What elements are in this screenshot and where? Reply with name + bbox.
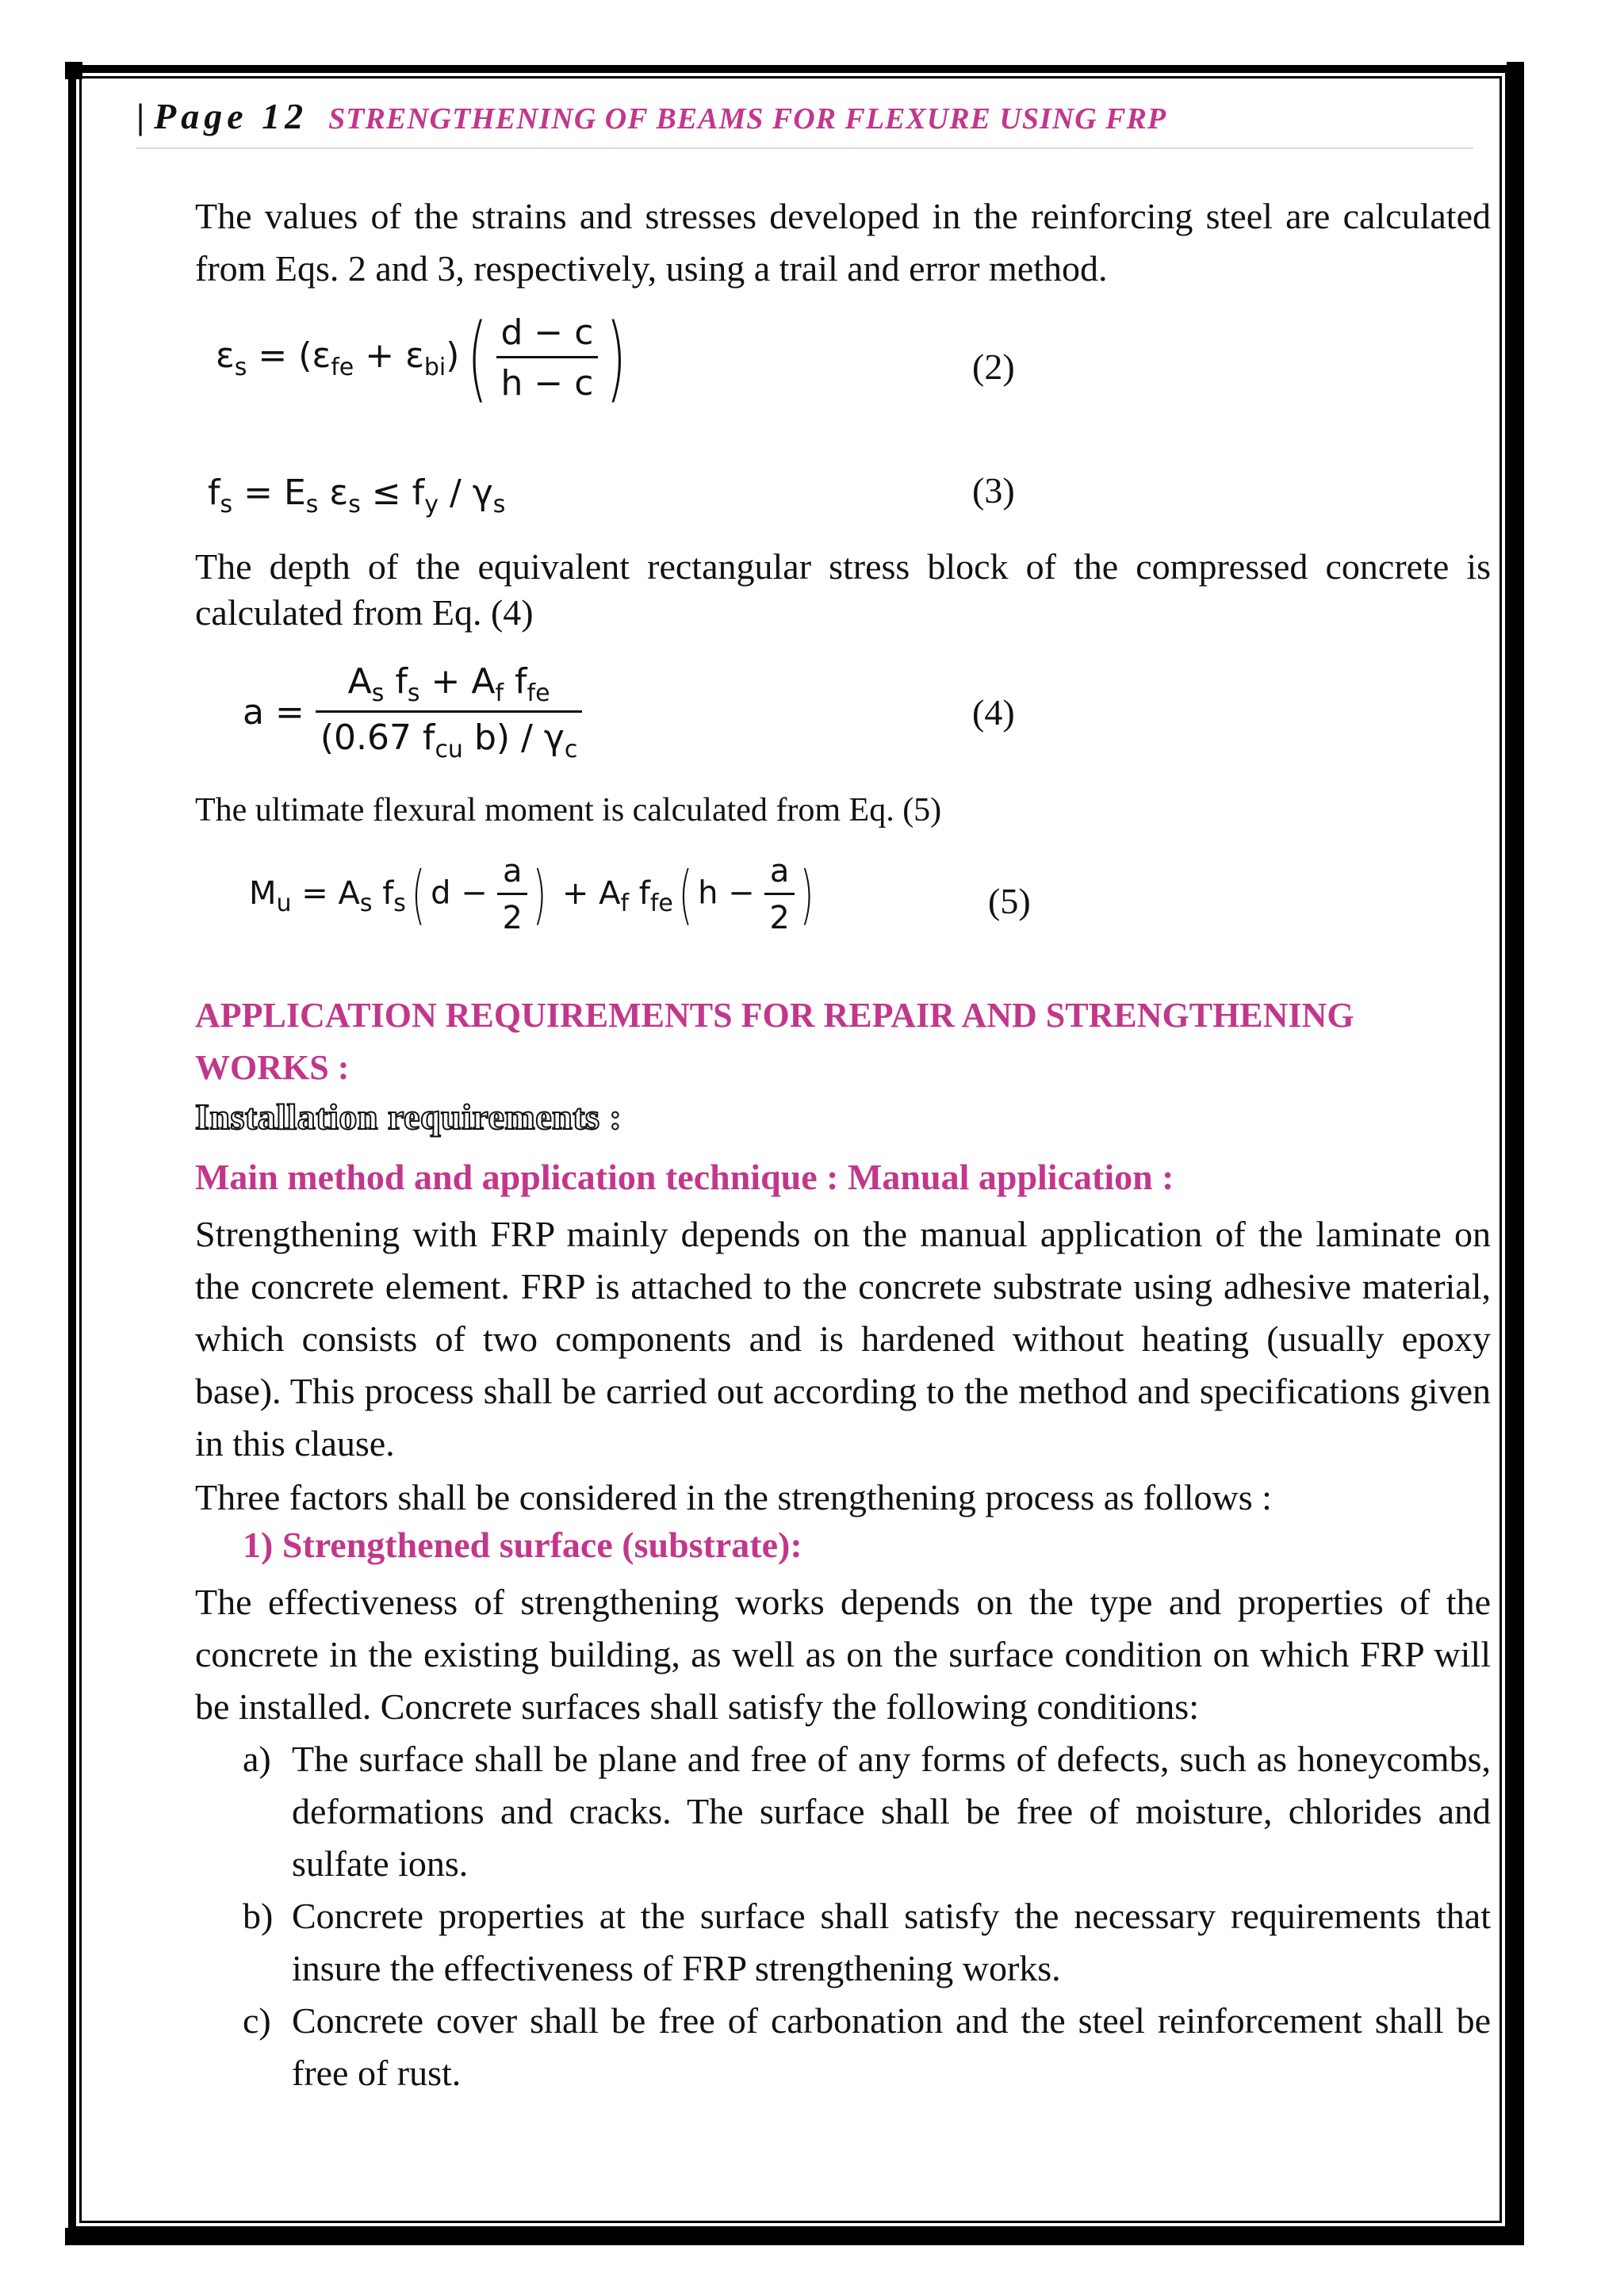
installation-heading: Installation requirements : bbox=[195, 1096, 622, 1137]
list-item bbox=[243, 1890, 1491, 1995]
equation-2: $\varepsilon_s = (\varepsilon_{fe} + \varepsilon_{bi})$( $\frac{d - c}{h - c}$ ) bbox=[216, 303, 627, 412]
equation-number-4: (4) bbox=[972, 692, 1015, 733]
list-item-text: Concrete properties at the surface shall satisfy the necessary requirements that insure the effectiveness of FRP strengthening works. bbox=[292, 1896, 1491, 1988]
paragraph-manual-application: Strengthening with FRP mainly depends on the manual application of the laminate on the concrete element. FRP is attached to the concrete substrate using adhesive material, which consists of two components and is hardened without heating (usually epoxy base). This process shall be carried out according to the method and specifications given in this clause. bbox=[195, 1214, 1491, 1464]
paragraph-effectiveness: The effectiveness of strengthening works depends on the type and properties of the concrete in the existing building, as well as on the surface condition on which FRP will be installed. Concrete surfaces shall satisfy the following conditions: bbox=[195, 1582, 1491, 1727]
list-item-text: The surface shall be plane and free of any forms of defects, such as honeycombs, deformations and cracks. The surface shall be free of moisture, chlorides and sulfate ions. bbox=[292, 1739, 1491, 1884]
paragraph-stress-block: The depth of the equivalent rectangular stress block of the compressed concrete is calculated from Eq. (4) bbox=[195, 546, 1491, 633]
page-border-shadow-bottom bbox=[76, 2234, 1524, 2245]
list-item bbox=[243, 1995, 1491, 2099]
header-bar: | bbox=[136, 96, 145, 136]
equation-3: $f_s = E_s$ $\varepsilon_s \le f_y / \gamma_s$ bbox=[208, 473, 506, 519]
equation-number-5: (5) bbox=[988, 881, 1031, 921]
equation-5: $M_u = A_s$ $f_s$( d − $\frac{a}{2}$ ) + $A_f$ $f_{fe}$( h − $\frac{a}{2}$ ) bbox=[249, 853, 814, 936]
frame-corner-bl bbox=[65, 2228, 82, 2245]
list-item-label: b) bbox=[243, 1896, 274, 1936]
frame-corner-br bbox=[1507, 2228, 1524, 2245]
equation-4: a = $\frac{A_s f_s + A_f f_{fe}}{(0.67 f_{cu} b) / \gamma_c}$ bbox=[243, 661, 582, 763]
equation-number-3: (3) bbox=[972, 470, 1015, 511]
factor-1-heading: 1) Strengthened surface (substrate): bbox=[243, 1525, 802, 1565]
page-header bbox=[136, 95, 1484, 146]
header-title: STRENGTHENING OF BEAMS FOR FLEXURE USING FRP bbox=[328, 102, 1167, 136]
list-item-text: Concrete cover shall be free of carbonation and the steel reinforcement shall be free of rust. bbox=[292, 2000, 1491, 2093]
page-border-shadow-right bbox=[1513, 73, 1524, 2245]
method-heading: Main method and application technique : Manual application : bbox=[195, 1157, 1174, 1197]
section-heading: APPLICATION REQUIREMENTS FOR REPAIR AND STRENGTHENING WORKS : bbox=[195, 996, 1354, 1087]
paragraph-three-factors: Three factors shall be considered in the strengthening process as follows : bbox=[195, 1477, 1272, 1517]
paragraph-intro: The values of the strains and stresses developed in the reinforcing steel are calculated from Eqs. 2 and 3, respectively, using a trail and error method. bbox=[195, 196, 1491, 289]
list-item-label: a) bbox=[243, 1739, 271, 1779]
equation-number-2: (2) bbox=[972, 346, 1015, 387]
frame-corner-tr bbox=[1507, 62, 1524, 79]
header-rule bbox=[136, 147, 1473, 149]
paragraph-moment: The ultimate flexural moment is calculated from Eq. (5) bbox=[195, 792, 942, 828]
list-item bbox=[243, 1733, 1491, 1890]
frame-corner-tl bbox=[65, 62, 82, 79]
page-number: Page 12 bbox=[154, 96, 308, 136]
list-item-label: c) bbox=[243, 2000, 271, 2041]
